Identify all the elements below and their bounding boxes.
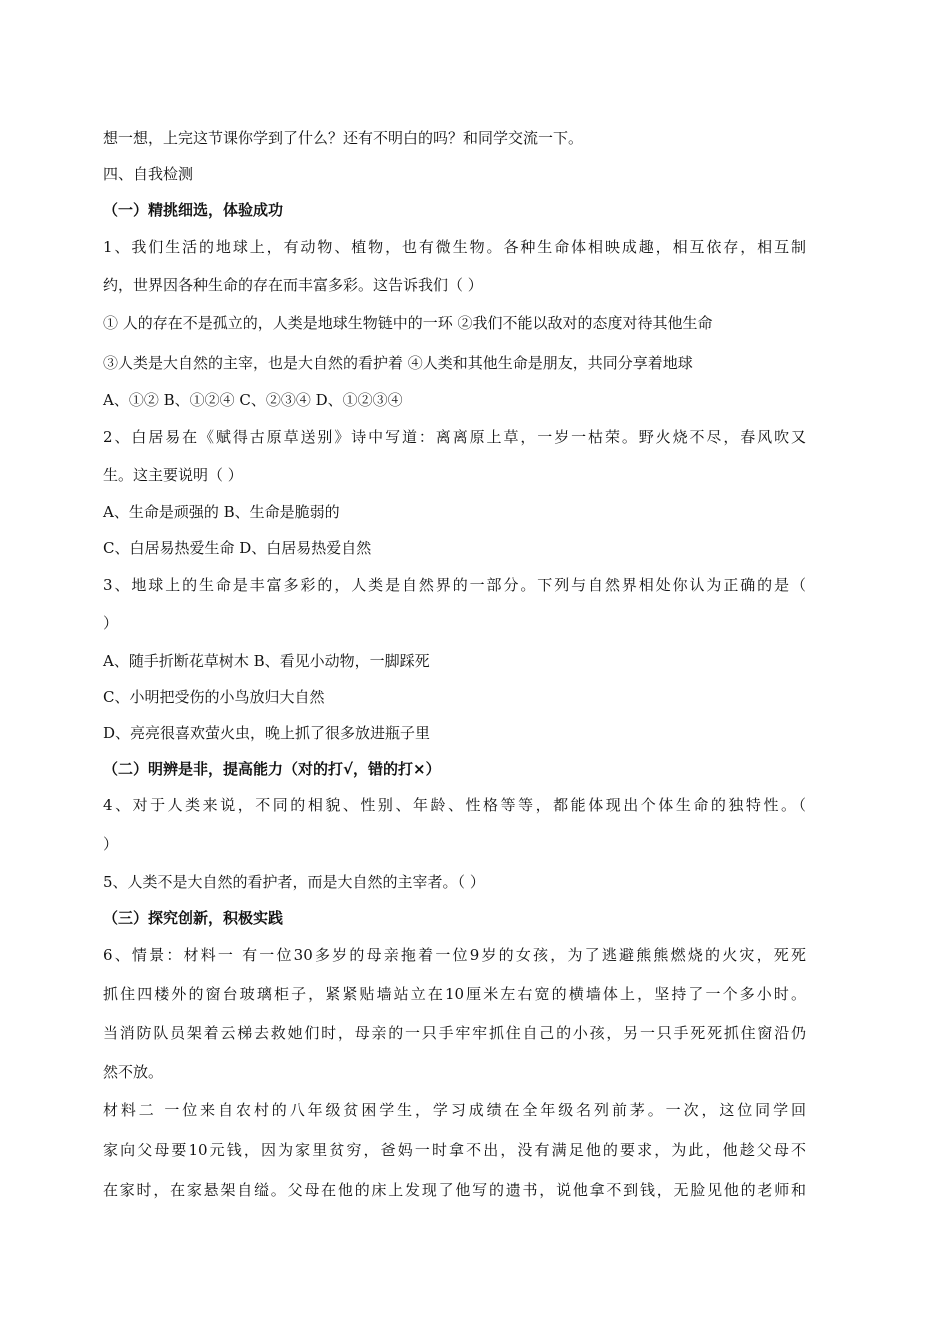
question-1-statements-b: ③人类是大自然的主宰，也是大自然的看护着 ④人类和其他生命是朋友，共同分享着地球	[103, 354, 693, 372]
question-1-line-2: 约，世界因各种生命的存在而丰富多彩。这告诉我们（ ）	[103, 276, 483, 294]
question-5: 5、人类不是大自然的看护者，而是大自然的主宰者。（ ）	[103, 873, 485, 891]
question-1-line-1: 1、我们生活的地球上，有动物、植物，也有微生物。各种生命体相映成趣，相互依存，相互制	[103, 238, 806, 256]
question-4-line-1: 4、对于人类来说，不同的相貌、性别、年龄、性格等等，都能体现出个体生命的独特性。（	[103, 796, 806, 814]
question-6-line-4: 然不放。	[103, 1063, 164, 1081]
material-2-line-2: 家向父母要10元钱，因为家里贫穷，爸妈一时拿不出，没有满足他的要求，为此，他趁父母不	[103, 1141, 806, 1159]
reflection-prompt: 想一想，上完这节课你学到了什么？还有不明白的吗？和同学交流一下。	[103, 129, 584, 147]
subsection-heading-choice: （一）精挑细选，体验成功	[103, 201, 284, 219]
question-6-line-3: 当消防队员架着云梯去救她们时，母亲的一只手牢牢抓住自己的小孩，另一只手死死抓住窗沿仍	[103, 1024, 806, 1042]
question-3-line-2: ）	[103, 614, 119, 632]
material-2-line-3: 在家时，在家悬架自缢。父母在他的床上发现了他写的遗书，说他拿不到钱，无脸见他的老师和	[103, 1181, 806, 1199]
question-1-options: A、①② B、①②④ C、②③④ D、①②③④	[103, 391, 403, 409]
section-heading-self-check: 四、自我检测	[103, 165, 194, 183]
question-1-statements-a: ① 人的存在不是孤立的，人类是地球生物链中的一环 ②我们不能以敌对的态度对待其他生命	[103, 314, 713, 332]
material-2-line-1: 材料二 一位来自农村的八年级贫困学生，学习成绩在全年级名列前茅。一次，这位同学回	[103, 1101, 806, 1119]
subsection-heading-inquiry: （三）探究创新，积极实践	[103, 909, 284, 927]
question-3-option-d: D、亮亮很喜欢萤火虫，晚上抓了很多放进瓶子里	[103, 724, 431, 742]
question-2-line-1: 2、白居易在《赋得古原草送别》诗中写道：离离原上草，一岁一枯荣。野火烧不尽，春风吹又	[103, 428, 806, 446]
question-3-option-c: C、小明把受伤的小鸟放归大自然	[103, 688, 325, 706]
subsection-heading-true-false: （二）明辨是非，提高能力（对的打√，错的打×）	[103, 760, 441, 778]
question-6-line-2: 抓住四楼外的窗台玻璃柜子，紧紧贴墙站立在10厘米左右宽的横墙体上，坚持了一个多小时。	[103, 985, 806, 1003]
question-2-line-2: 生。这主要说明（ ）	[103, 466, 243, 484]
question-3-options-ab: A、随手折断花草树木 B、看见小动物，一脚踩死	[103, 652, 430, 670]
question-2-options-ab: A、生命是顽强的 B、生命是脆弱的	[103, 503, 340, 521]
question-2-options-cd: C、白居易热爱生命 D、白居易热爱自然	[103, 539, 372, 557]
question-4-line-2: ）	[103, 835, 119, 853]
question-6-line-1: 6、情景：材料一 有一位30多岁的母亲拖着一位9岁的女孩，为了逃避熊熊燃烧的火灾，死死	[103, 946, 806, 964]
question-3-line-1: 3、地球上的生命是丰富多彩的，人类是自然界的一部分。下列与自然界相处你认为正确的是（	[103, 576, 806, 594]
